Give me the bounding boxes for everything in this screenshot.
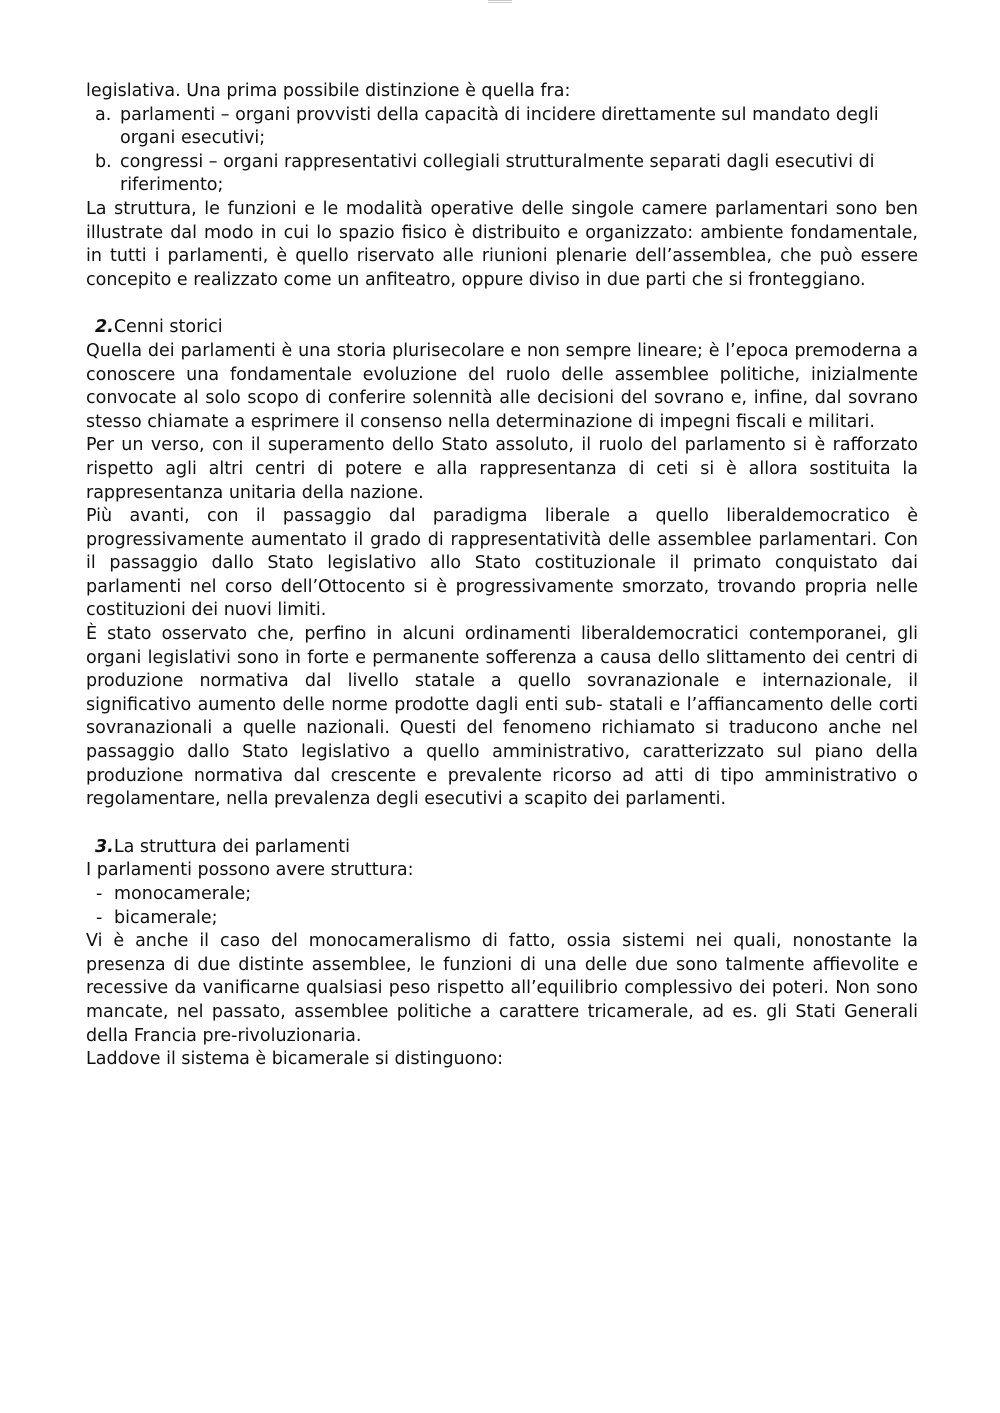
list-marker: - [96,907,103,928]
intro-lead: legislativa. Una prima possibile distinzione è quella fra: [86,81,571,101]
list-marker: - [96,884,103,904]
section-number: 2. [95,317,114,338]
list-marker: a. [95,104,112,125]
list-item-text: monocamerale; [114,884,252,904]
list-item-text: congressi – organi rappresentativi collegiali strutturalmente separati dagli esecutivi di riferimento; [120,151,875,196]
list-marker: b. [95,151,112,172]
header-mark [488,0,512,3]
paragraph: Vi è anche il caso del monocameralismo di fatto, ossia sistemi nei quali, nonostante la presenza di due distinte assemblee, le funzioni di una delle due sono talmente affievolite e recessive da vanificarne qualsiasi peso rispetto all’equilibrio complessivo dei poteri. Non sono mancate, nel passato, assemblee politiche a carattere tricamerale, ad es. gli Stati Generali della Francia pre-rivoluzionaria. [86,931,918,1046]
list-item [86,151,918,198]
section-number: 3. [95,836,114,857]
distinction-list [86,104,918,198]
section-title: Cenni storici [113,317,223,338]
paragraph: Più avanti, con il passaggio dal paradigma liberale a quello liberaldemocratico è progressivamente aumentato il grado di rappresentatività delle assemblee parlamentari. Con il passaggio dallo Stato legislativo allo Stato costituzionale il primato conquistato dai parlamenti nel corso dell’Ottocento si è progressivamente smorzato, trovando propria nelle costituzioni dei nuovi limiti. [86,506,918,621]
section-3-heading [86,836,918,860]
paragraph: È stato osservato che, perfino in alcuni ordinamenti liberaldemocratici contemporanei, gli organi legislativi sono in forte e permanente sofferenza a causa dello slittamento dei centri di produzione normativa dal livello statale a quello sovranazionale e internazionale, il significativo aumento delle norme prodotte dagli enti sub- statali e l’affiancamento delle corti sovranazionali a quelle nazionali. Questi del fenomeno richiamato si traducono anche nel passaggio dallo Stato legislativo a quello amministrativo, caratterizzato sul piano della produzione normativa dal crescente e prevalente ricorso ad atti di tipo amministrativo o regolamentare, nella prevalenza degli esecutivi a scapito dei parlamenti. [86,624,918,810]
paragraph: Per un verso, con il superamento dello Stato assoluto, il ruolo del parlamento si è rafforzato rispetto agli altri centri di potere e alla rappresentanza di ceti si è allora sostituita la rappresentanza unitaria della nazione. [86,435,918,503]
intro-paragraph: La struttura, le funzioni e le modalità operative delle singole camere parlamentari sono ben illustrate dal modo in cui lo spazio fisico è distribuito e organizzato: ambiente fondamentale, in tutti i parlamenti, è quello riservato alle riunioni plenarie dell’assemblea, che può essere concepito e realizzato come un anfiteatro, oppure diviso in due parti che si fronteggiano. [86,198,918,290]
list-item [86,883,918,907]
section-2-heading [86,316,918,340]
list-item-text: bicamerale; [114,907,218,928]
structure-list [86,883,918,930]
section-title: La struttura dei parlamenti [113,836,350,857]
document-page [86,80,918,1072]
paragraph: Laddove il sistema è bicamerale si distinguono: [86,1049,504,1070]
list-item-text: parlamenti – organi provvisti della capacità di incidere direttamente sul mandato degli organi esecutivi; [120,104,879,149]
section-3-lead: I parlamenti possono avere struttura: [86,860,414,881]
paragraph: Quella dei parlamenti è una storia plurisecolare e non sempre lineare; è l’epoca premoderna a conoscere una fondamentale evoluzione del ruolo delle assemblee politiche, inizialmente convocate al solo scopo di conferire solennità alle decisioni del sovrano e, infine, dal sovrano stesso chiamate a esprimere il consenso nella determinazione di impegni fiscali e militari. [86,340,918,432]
list-item [86,907,918,931]
list-item [86,104,918,151]
